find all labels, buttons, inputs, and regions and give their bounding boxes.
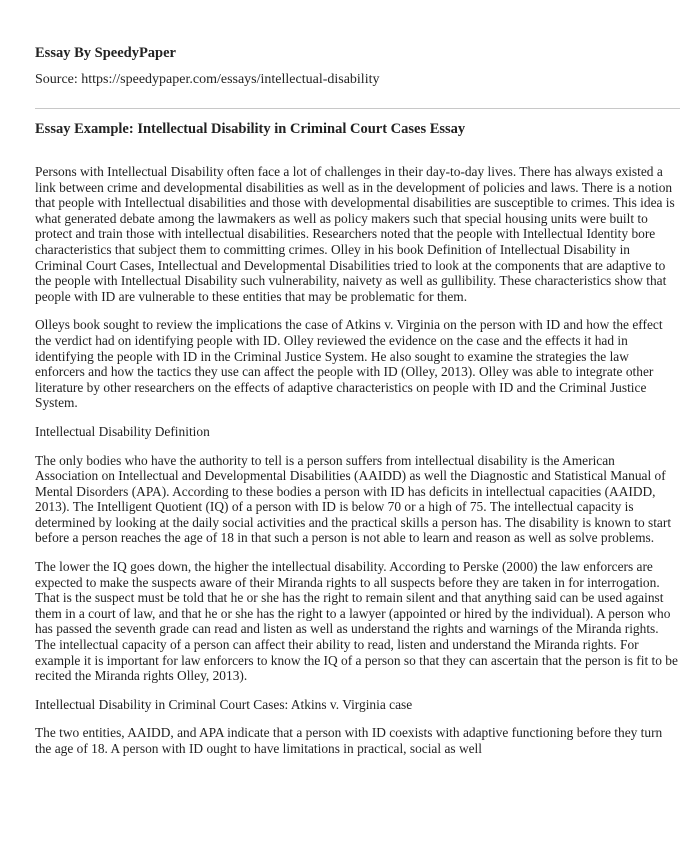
brand-heading: Essay By SpeedyPaper — [35, 45, 176, 61]
paragraph: Persons with Intellectual Disability often face a lot of challenges in their day-to-day lives. There has always existed a link between crime and developmental disabilities as well as in the development of policies and laws. There is a notion that people with Intellectual disabilities and those with developmental disabilities are susceptible to crimes. This idea is what generated debate among the lawmakers as well as policy makers such that special housing units were built to protect and train those with intellectual disabilities. Researchers noted that the people with Intellectual Identity bore characteristics that subject them to committing crimes. Olley in his book Definition of Intellectual Disability in Criminal Court Cases, Intellectual and Developmental Disabilities tried to look at the components that are adaptive to the people with Intellectual Disability such vulnerability, naivety as well as gullibility. These characteristics show that people with ID are vulnerable to these entities that may be problematic for them. — [35, 164, 675, 304]
paragraph: The only bodies who have the authority to tell is a person suffers from intellectual disability is the American Association on Intellectual and Developmental Disabilities (AAIDD) as well the Diagnostic and Statistical Manual of Mental Disorders (APA). According to these bodies a person with ID has deficits in intellectual capacities (AAIDD, 2013). The Intelligent Quotient (IQ) of a person with ID is below 70 or a high of 75. The intellectual capacity is determined by looking at the daily social activities and the practical skills a person has. The disability is known to start before a person reaches the age of 18 in that such a person is not able to learn and reason as well as solve problems. — [35, 452, 672, 546]
essay-title: Essay Example: Intellectual Disability in Criminal Court Cases Essay — [35, 121, 466, 137]
header-divider — [35, 108, 680, 109]
section-heading: Intellectual Disability Definition — [35, 423, 210, 439]
essay-body — [35, 164, 680, 770]
section-heading: Intellectual Disability in Criminal Court Cases: Atkins v. Virginia case — [35, 696, 413, 712]
source-line: Source: https://speedypaper.com/essays/intellectual-disability — [35, 72, 380, 87]
paragraph: The two entities, AAIDD, and APA indicate that a person with ID coexists with adaptive functioning before they turn the age of 18. A person with ID ought to have limitations in practical, social as well — [35, 725, 663, 756]
paragraph: The lower the IQ goes down, the higher the intellectual disability. According to Perske (2000) the law enforcers are expected to make the suspects aware of their Miranda rights to all suspects before they are taken in for interrogation. That is the suspect must be told that he or she has the right to remain silent and that anything said can be used against them in a court of law, and that he or she has the right to a lawyer (appointed or hired by the individual). A person who has passed the seventh grade can read and listen as well as understand the rights and warnings of the Miranda rights. The intellectual capacity of a person can affect their ability to read, listen and understand the Miranda rights. For example it is important for law enforcers to know the IQ of a person so that they can ascertain that the person is fit to be recited the Miranda rights Olley, 2013). — [35, 559, 678, 684]
paragraph: Olleys book sought to review the implications the case of Atkins v. Virginia on the person with ID and how the effect the verdict had on identifying people with ID. Olley reviewed the evidence on the case and the effects it had in identifying the people with ID in the Criminal Justice System. He also sought to examine the strategies the law enforcers and how the tactics they use can affect the people with ID (Olley, 2013). Olley was able to integrate other literature by other researchers on the effects of adaptive characteristics on people with ID and the Criminal Justice System. — [35, 317, 663, 411]
